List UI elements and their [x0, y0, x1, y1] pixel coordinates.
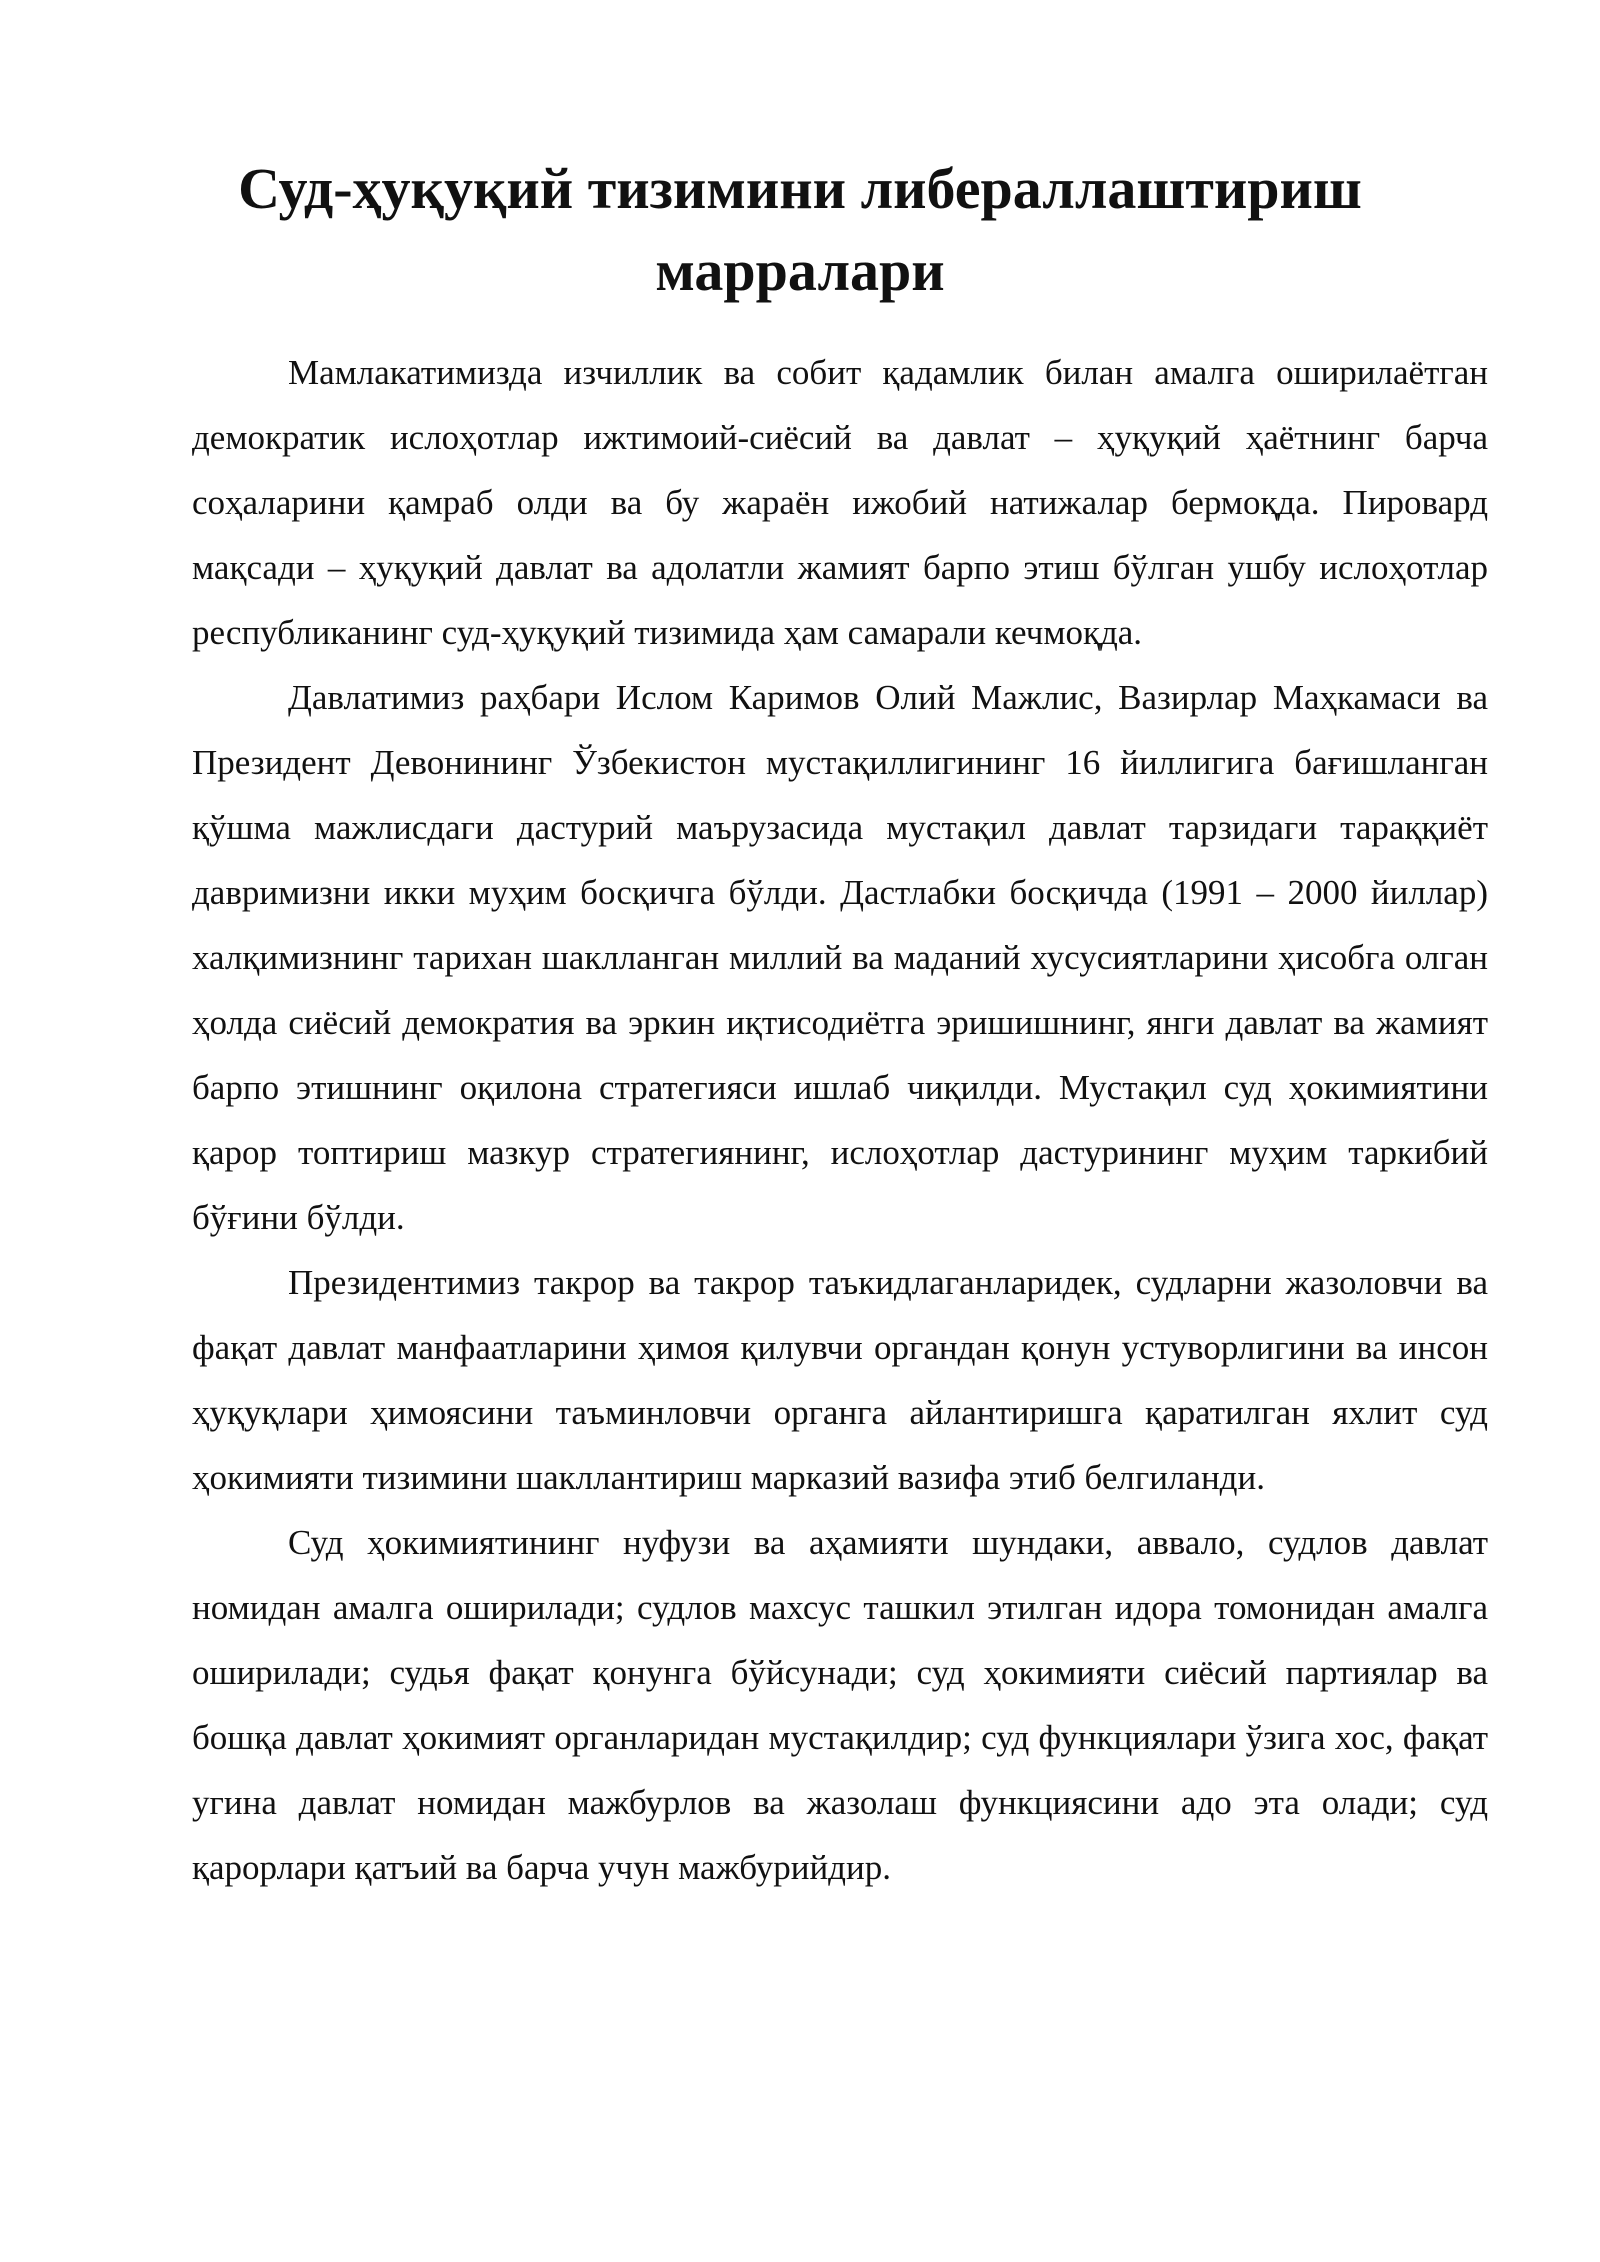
document-body — [192, 340, 1488, 1900]
paragraph-4: Суд ҳокимиятининг нуфузи ва аҳамияти шундаки, аввало, судлов давлат номидан амалга оширилади; судлов махсус ташкил этилган идора томонидан амалга оширилади; судья фақат қонунга бўйсунади; суд ҳокимияти сиёсий партиялар ва бошқа давлат ҳокимият органларидан мустақилдир; суд функциялари ўзига хос, фақат угина давлат номидан мажбурлов ва жазолаш функциясини адо эта олади; суд қарорлари қатъий ва барча учун мажбурийдир. — [192, 1523, 1488, 1887]
page-title — [180, 148, 1420, 312]
title-line-2: марралари — [655, 238, 945, 303]
paragraph-2: Давлатимиз раҳбари Ислом Каримов Олий Мажлис, Вазирлар Маҳкамаси ва Президент Девонининг Ўзбекистон мустақиллигининг 16 йиллигига бағишланган қўшма мажлисдаги дастурий маърузасида мустақил давлат тарзидаги тараққиёт давримизни икки муҳим босқичга бўлди. Дастлабки босқичда (1991 – 2000 йиллар) халқимизнинг тарихан шаклланган миллий ва маданий хусусиятларини ҳисобга олган ҳолда сиёсий демократия ва эркин иқтисодиётга эришишнинг, янги давлат ва жамият барпо этишнинг оқилона стратегияси ишлаб чиқилди. Мустақил суд ҳокимиятини қарор топтириш мазкур стратегиянинг, ислоҳотлар дастурининг муҳим таркибий бўғини бўлди. — [192, 678, 1488, 1237]
title-line-1: Суд-ҳуқуқий тизимини либераллаштириш — [238, 156, 1362, 221]
paragraph-3: Президентимиз такрор ва такрор таъкидлаганларидек, судларни жазоловчи ва фақат давлат манфаатларини ҳимоя қилувчи органдан қонун устуворлигини ва инсон ҳуқуқлари ҳимоясини таъминловчи органга айлантиришга қаратилган яхлит суд ҳокимияти тизимини шакллантириш марказий вазифа этиб белгиланди. — [192, 1263, 1488, 1497]
paragraph-1: Мамлакатимизда изчиллик ва собит қадамлик билан амалга оширилаётган демократик ислоҳотлар ижтимоий-сиёсий ва давлат – ҳуқуқий ҳаётнинг барча соҳаларини қамраб олди ва бу жараён ижобий натижалар бермоқда. Пировард мақсади – ҳуқуқий давлат ва адолатли жамият барпо этиш бўлган ушбу ислоҳотлар республиканинг суд-ҳуқуқий тизимида ҳам самарали кечмоқда. — [192, 353, 1488, 652]
